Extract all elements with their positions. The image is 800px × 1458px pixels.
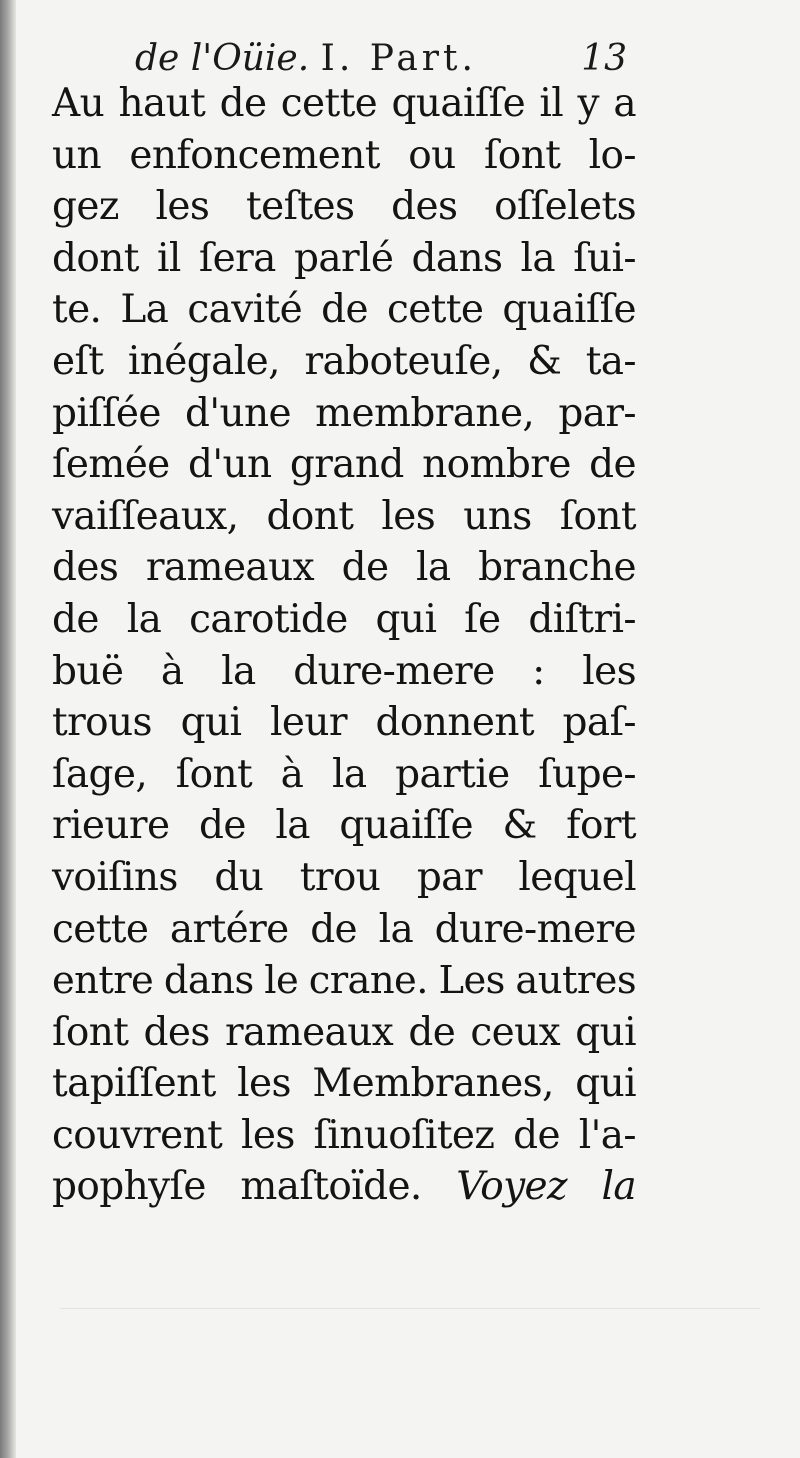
page-number: 13	[581, 38, 627, 79]
text-line: un enfoncement ou ſont lo-	[52, 132, 636, 178]
catchword: Voyez la	[456, 1164, 636, 1210]
text-line: gez les teſtes des oſſelets	[52, 184, 636, 230]
text-line: te. La cavité de cette quaiſſe	[52, 287, 636, 333]
running-title-italic: de l'Oüie.	[135, 38, 310, 79]
binding-edge	[0, 0, 16, 1458]
text-line: des rameaux de la branche	[52, 545, 636, 591]
text-line: eſt inégale, raboteuſe, & ta-	[52, 338, 636, 384]
text-line: couvrent les ſinuoſitez de l'a-	[52, 1112, 636, 1158]
text-line: buë à la dure-mere : les	[52, 648, 636, 694]
text-line: tapiſſent les Membranes, qui	[52, 1061, 636, 1107]
text-line: de la carotide qui ſe diſtri-	[52, 596, 636, 642]
text-line-last	[52, 1161, 636, 1213]
text-line: entre dans le crane. Les autres	[52, 958, 636, 1004]
text-line: piſſée d'une membrane, par-	[52, 390, 636, 436]
body-text	[52, 78, 636, 1213]
text-line: Au haut de cette quaiſſe il y a	[52, 81, 636, 126]
text-line: voiſins du trou par lequel	[52, 854, 636, 900]
text-line: trous qui leur donnent paſ-	[52, 700, 636, 746]
last-line-text: pophyſe maſtoïde.	[52, 1164, 422, 1210]
running-title-part: I. Part.	[320, 38, 477, 79]
text-line: vaiſſeaux, dont les uns ſont	[52, 493, 636, 539]
text-line: dont il ſera parlé dans la ſui-	[52, 235, 636, 281]
running-title	[135, 38, 477, 79]
text-line: ſemée d'un grand nombre de	[52, 442, 636, 488]
text-line: ſont des rameaux de ceux qui	[52, 1009, 636, 1055]
text-line: ſage, ſont à la partie ſupe-	[52, 751, 636, 797]
print-frame-line	[60, 1308, 760, 1309]
text-line: rieure de la quaiſſe & fort	[52, 803, 636, 849]
text-line: cette artére de la dure-mere	[52, 906, 636, 952]
